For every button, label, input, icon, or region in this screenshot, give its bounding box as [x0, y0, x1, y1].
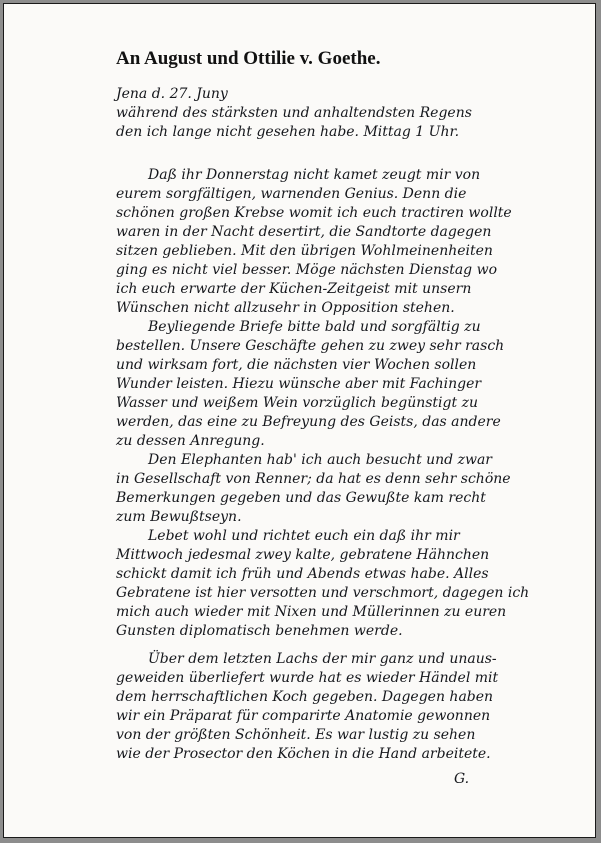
- date-line: Jena d. 27. Juny: [116, 86, 228, 102]
- body-line: waren in der Nacht desertirt, die Sandtorte dagegen: [116, 224, 492, 240]
- body-line: zum Bewußtseyn.: [116, 509, 242, 525]
- body-line: mich auch wieder mit Nixen und Müllerinnen zu euren: [116, 604, 507, 620]
- body-line: eurem sorgfältigen, warnenden Genius. Denn die: [116, 186, 467, 202]
- body-line: und wirksam fort, die nächsten vier Wochen sollen: [116, 357, 477, 373]
- body-line: in Gesellschaft von Renner; da hat es denn sehr schöne: [116, 471, 511, 487]
- body-line: dem herrschaftlichen Koch gegeben. Dagegen haben: [116, 689, 494, 705]
- body-line: Gebratene ist hier versotten und verschmort, dagegen ich: [116, 585, 530, 601]
- header-line: den ich lange nicht gesehen habe. Mittag 1 Uhr.: [116, 124, 460, 140]
- body-line: geweiden überliefert wurde hat es wieder Händel mit: [116, 670, 499, 686]
- body-line: Beyliegende Briefe bitte bald und sorgfältig zu: [148, 319, 481, 335]
- header-line: während des stärksten und anhaltendsten Regens: [116, 105, 472, 121]
- body-line: von der größten Schönheit. Es war lustig zu sehen: [116, 727, 476, 743]
- signature: G.: [454, 771, 470, 787]
- body-line: Wünschen nicht allzusehr in Opposition stehen.: [116, 300, 455, 316]
- body-line: Lebet wohl und richtet euch ein daß ihr mir: [148, 528, 460, 544]
- body-line: Wunder leisten. Hiezu wünsche aber mit Fachinger: [116, 376, 482, 392]
- body-line: Den Elephanten hab' ich auch besucht und zwar: [148, 452, 492, 468]
- body-line: Wasser und weißem Wein vorzüglich begünstigt zu: [116, 395, 478, 411]
- body-line: werden, das eine zu Befreyung des Geists, das andere: [116, 414, 501, 430]
- body-line: Bemerkungen gegeben und das Gewußte kam recht: [116, 490, 486, 506]
- body-line: bestellen. Unsere Geschäfte gehen zu zwey sehr rasch: [116, 338, 505, 354]
- letter-title: An August und Ottilie v. Goethe.: [116, 48, 381, 69]
- body-line: wir ein Präparat für comparirte Anatomie gewonnen: [116, 708, 491, 724]
- body-line: zu dessen Anregung.: [116, 433, 265, 449]
- body-line: ich euch erwarte der Küchen-Zeitgeist mit unsern: [116, 281, 472, 297]
- body-line: Daß ihr Donnerstag nicht kamet zeugt mir von: [148, 167, 481, 183]
- body-line: schönen großen Krebse womit ich euch tractiren wollte: [116, 205, 512, 221]
- body-line: Gunsten diplomatisch benehmen werde.: [116, 623, 403, 639]
- body-line: schickt damit ich früh und Abends etwas habe. Alles: [116, 566, 489, 582]
- body-line: Mittwoch jedesmal zwey kalte, gebratene Hähnchen: [116, 547, 490, 563]
- body-line: sitzen geblieben. Mit den übrigen Wohlmeinenheiten: [116, 243, 493, 259]
- body-line: ging es nicht viel besser. Möge nächsten Dienstag wo: [116, 262, 498, 278]
- body-line: wie der Prosector den Köchen in die Hand arbeitete.: [116, 746, 491, 762]
- letter-page: [3, 3, 596, 838]
- body-line: Über dem letzten Lachs der mir ganz und unaus-: [148, 651, 497, 667]
